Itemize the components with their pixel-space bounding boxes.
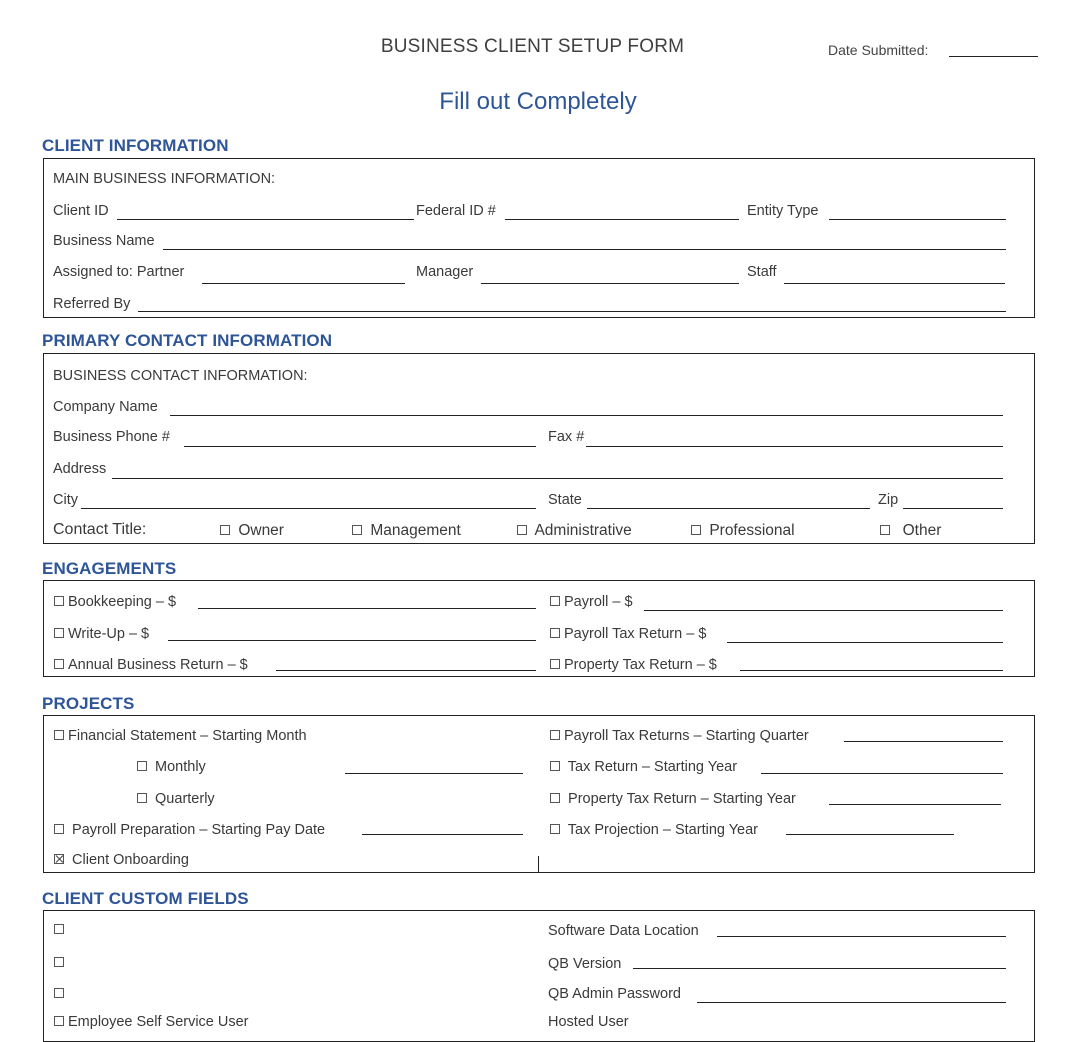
checkbox-icon[interactable] bbox=[54, 596, 64, 606]
checkbox-icon[interactable] bbox=[352, 525, 362, 535]
starting-quarter-field[interactable] bbox=[844, 741, 1003, 742]
business-name-field[interactable] bbox=[163, 249, 1006, 250]
checked-checkbox-icon[interactable] bbox=[54, 854, 64, 864]
tax-return-option[interactable]: Tax Return – Starting Year bbox=[550, 759, 737, 775]
property-tax-return-option[interactable]: Property Tax Return – $ bbox=[550, 657, 717, 673]
checkbox-icon[interactable] bbox=[550, 824, 560, 834]
staff-field[interactable] bbox=[784, 283, 1005, 284]
referred-by-field[interactable] bbox=[138, 311, 1006, 312]
custom-checkbox-1[interactable] bbox=[54, 922, 68, 938]
fax-label: Fax # bbox=[548, 429, 585, 445]
quarterly-option[interactable]: Quarterly bbox=[137, 791, 215, 807]
custom-checkbox-2[interactable] bbox=[54, 955, 68, 971]
contact-title-label: Contact Title: bbox=[53, 521, 147, 538]
checkbox-icon[interactable] bbox=[54, 730, 64, 740]
section-title-engagements: ENGAGEMENTS bbox=[42, 559, 177, 578]
contact-title-administrative[interactable]: Administrative bbox=[517, 522, 632, 540]
annual-return-option[interactable]: Annual Business Return – $ bbox=[54, 657, 248, 673]
contact-title-management[interactable]: Management bbox=[352, 522, 461, 540]
bookkeeping-option[interactable]: Bookkeeping – $ bbox=[54, 594, 176, 610]
form-title: BUSINESS CLIENT SETUP FORM bbox=[380, 36, 685, 57]
zip-label: Zip bbox=[878, 492, 899, 508]
checkbox-icon[interactable] bbox=[550, 730, 560, 740]
section-title-primary-contact: PRIMARY CONTACT INFORMATION bbox=[42, 331, 333, 350]
tax-return-year-field[interactable] bbox=[761, 773, 1003, 774]
section-title-projects: PROJECTS bbox=[42, 694, 135, 713]
projects-divider bbox=[538, 856, 539, 872]
payroll-tax-return-amount-field[interactable] bbox=[727, 642, 1003, 643]
client-id-label: Client ID bbox=[53, 203, 109, 219]
checkbox-icon[interactable] bbox=[550, 761, 560, 771]
contact-title-other[interactable]: Other bbox=[880, 522, 941, 540]
qb-version-field[interactable] bbox=[633, 968, 1006, 969]
business-name-label: Business Name bbox=[53, 233, 155, 249]
city-field[interactable] bbox=[81, 508, 536, 509]
checkbox-icon[interactable] bbox=[691, 525, 701, 535]
annual-return-amount-field[interactable] bbox=[276, 670, 536, 671]
date-submitted-label: Date Submitted: bbox=[828, 42, 929, 58]
payroll-tax-return-option[interactable]: Payroll Tax Return – $ bbox=[550, 626, 706, 642]
checkbox-icon[interactable] bbox=[517, 525, 527, 535]
partner-label: Assigned to: Partner bbox=[53, 264, 185, 280]
checkbox-icon[interactable] bbox=[54, 1016, 64, 1026]
property-tax-year-field[interactable] bbox=[829, 804, 1001, 805]
software-location-field[interactable] bbox=[717, 936, 1006, 937]
federal-id-label: Federal ID # bbox=[416, 203, 496, 219]
zip-field[interactable] bbox=[903, 508, 1003, 509]
form-subtitle: Fill out Completely bbox=[439, 88, 637, 115]
address-label: Address bbox=[53, 461, 107, 477]
entity-type-label: Entity Type bbox=[747, 203, 819, 219]
section-title-client-info: CLIENT INFORMATION bbox=[42, 136, 229, 155]
checkbox-icon[interactable] bbox=[550, 793, 560, 803]
state-field[interactable] bbox=[587, 508, 870, 509]
checkbox-icon[interactable] bbox=[54, 824, 64, 834]
fax-field[interactable] bbox=[586, 446, 1003, 447]
referred-by-label: Referred By bbox=[53, 296, 131, 312]
checkbox-icon[interactable] bbox=[550, 628, 560, 638]
checkbox-icon[interactable] bbox=[54, 957, 64, 967]
manager-field[interactable] bbox=[481, 283, 739, 284]
business-contact-heading: BUSINESS CONTACT INFORMATION: bbox=[53, 368, 308, 384]
property-tax-return-amount-field[interactable] bbox=[740, 670, 1003, 671]
hosted-user-label: Hosted User bbox=[548, 1014, 629, 1030]
partner-field[interactable] bbox=[202, 283, 405, 284]
checkbox-icon[interactable] bbox=[220, 525, 230, 535]
company-name-field[interactable] bbox=[170, 415, 1003, 416]
business-phone-field[interactable] bbox=[184, 446, 536, 447]
checkbox-icon[interactable] bbox=[880, 525, 890, 535]
qb-version-label: QB Version bbox=[548, 956, 622, 972]
payroll-prep-date-field[interactable] bbox=[362, 834, 523, 835]
checkbox-icon[interactable] bbox=[137, 793, 147, 803]
custom-checkbox-3[interactable] bbox=[54, 986, 68, 1002]
payroll-prep-option[interactable]: Payroll Preparation – Starting Pay Date bbox=[54, 822, 325, 838]
checkbox-icon[interactable] bbox=[137, 761, 147, 771]
software-location-label: Software Data Location bbox=[548, 923, 699, 939]
checkbox-icon[interactable] bbox=[54, 659, 64, 669]
qb-admin-password-field[interactable] bbox=[697, 1002, 1006, 1003]
staff-label: Staff bbox=[747, 264, 777, 280]
tax-projection-option[interactable]: Tax Projection – Starting Year bbox=[550, 822, 758, 838]
date-submitted-field[interactable] bbox=[949, 56, 1038, 57]
checkbox-icon[interactable] bbox=[54, 988, 64, 998]
bookkeeping-amount-field[interactable] bbox=[198, 608, 536, 609]
checkbox-icon[interactable] bbox=[550, 659, 560, 669]
federal-id-field[interactable] bbox=[505, 219, 739, 220]
payroll-tax-returns-option[interactable]: Payroll Tax Returns – Starting Quarter bbox=[550, 728, 809, 744]
starting-month-field[interactable] bbox=[345, 773, 523, 774]
financial-statement-option[interactable]: Financial Statement – Starting Month bbox=[54, 728, 307, 744]
entity-type-field[interactable] bbox=[829, 219, 1006, 220]
manager-label: Manager bbox=[416, 264, 474, 280]
checkbox-icon[interactable] bbox=[550, 596, 560, 606]
write-up-amount-field[interactable] bbox=[168, 640, 536, 641]
company-name-label: Company Name bbox=[53, 399, 158, 415]
state-label: State bbox=[548, 492, 582, 508]
contact-title-professional[interactable]: Professional bbox=[691, 522, 795, 540]
monthly-option[interactable]: Monthly bbox=[137, 759, 206, 775]
checkbox-icon[interactable] bbox=[54, 628, 64, 638]
client-onboarding-option[interactable]: Client Onboarding bbox=[54, 852, 189, 868]
main-business-heading: MAIN BUSINESS INFORMATION: bbox=[53, 171, 276, 187]
client-id-field[interactable] bbox=[117, 219, 414, 220]
city-label: City bbox=[53, 492, 78, 508]
write-up-option[interactable]: Write-Up – $ bbox=[54, 626, 149, 642]
contact-title-owner[interactable]: Owner bbox=[220, 522, 284, 540]
tax-projection-year-field[interactable] bbox=[786, 834, 954, 835]
business-phone-label: Business Phone # bbox=[53, 429, 170, 445]
payroll-amount-field[interactable] bbox=[644, 610, 1003, 611]
address-field[interactable] bbox=[112, 478, 1003, 479]
employee-self-service-option[interactable]: Employee Self Service User bbox=[54, 1014, 249, 1030]
qb-admin-password-label: QB Admin Password bbox=[548, 986, 681, 1002]
checkbox-icon[interactable] bbox=[54, 924, 64, 934]
section-title-custom-fields: CLIENT CUSTOM FIELDS bbox=[42, 889, 249, 908]
property-tax-project-option[interactable]: Property Tax Return – Starting Year bbox=[550, 791, 796, 807]
payroll-option[interactable]: Payroll – $ bbox=[550, 594, 633, 610]
